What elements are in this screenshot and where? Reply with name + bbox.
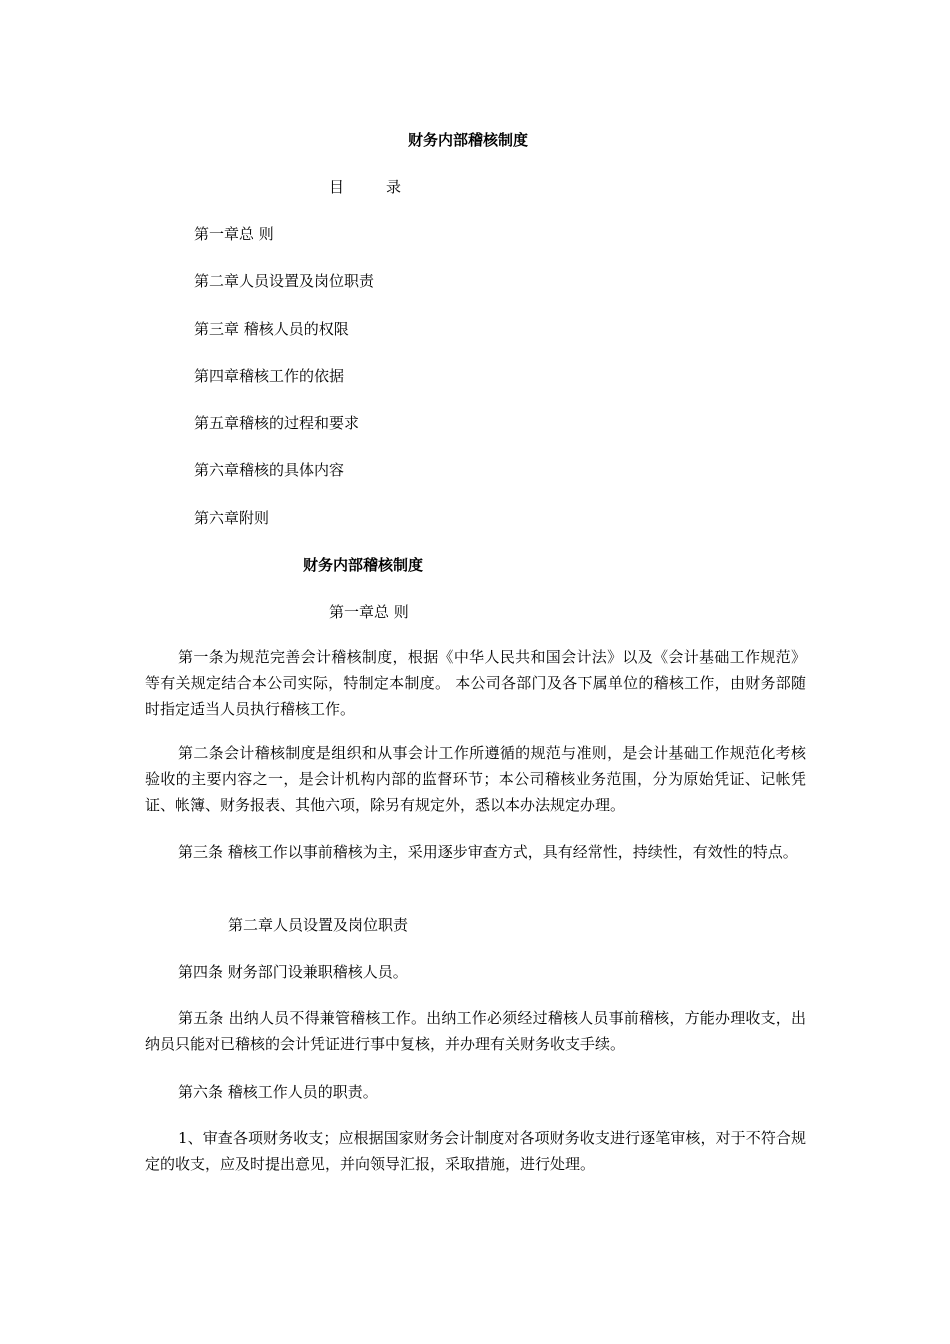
toc-heading-left: 目 — [329, 178, 345, 196]
chapter-2-heading: 第二章人员设置及岗位职责 — [228, 916, 409, 934]
toc-item-4: 第四章稽核工作的依据 — [194, 367, 345, 385]
toc-item-7: 第六章附则 — [194, 509, 270, 527]
toc-item-3: 第三章 稽核人员的权限 — [194, 320, 349, 338]
toc-item-1: 第一章总 则 — [194, 225, 274, 243]
toc-item-6: 第六章稽核的具体内容 — [194, 461, 345, 479]
article-4: 第四条 财务部门设兼职稽核人员。 — [178, 963, 408, 981]
article-1: 第一条为规范完善会计稽核制度，根据《中华人民共和国会计法》以及《会计基础工作规范》等有关规定结合本公司实际，特制定本制度。 本公司各部门及各下属单位的稽核工作，由财务部随时指定适当人员执行稽核工作。 — [145, 648, 806, 718]
toc-item-5: 第五章稽核的过程和要求 — [194, 414, 360, 432]
article-6: 第六条 稽核工作人员的职责。 — [178, 1083, 378, 1101]
doc-title: 财务内部稽核制度 — [408, 131, 529, 149]
body-title: 财务内部稽核制度 — [303, 556, 424, 574]
article-5: 第五条 出纳人员不得兼管稽核工作。出纳工作必须经过稽核人员事前稽核，方能办理收支，出纳员只能对已稽核的会计凭证进行事中复核，并办理有关财务收支手续。 — [145, 1009, 806, 1053]
toc-item-2: 第二章人员设置及岗位职责 — [194, 272, 375, 290]
article-6-item-1: 1、审查各项财务收支；应根据国家财务会计制度对各项财务收支进行逐笔审核，对于不符合规定的收支，应及时提出意见，并向领导汇报，采取措施，进行处理。 — [145, 1129, 806, 1173]
article-2: 第二条会计稽核制度是组织和从事会计工作所遵循的规范与准则，是会计基础工作规范化考核验收的主要内容之一，是会计机构内部的监督环节；本公司稽核业务范围，分为原始凭证、记帐凭证、帐簿、财务报表、其他六项，除另有规定外，悉以本办法规定办理。 — [145, 744, 806, 814]
article-3: 第三条 稽核工作以事前稽核为主，采用逐步审查方式，具有经常性，持续性，有效性的特点。 — [178, 843, 798, 861]
toc-heading-right: 录 — [386, 178, 402, 196]
chapter-1-heading: 第一章总 则 — [329, 603, 409, 621]
